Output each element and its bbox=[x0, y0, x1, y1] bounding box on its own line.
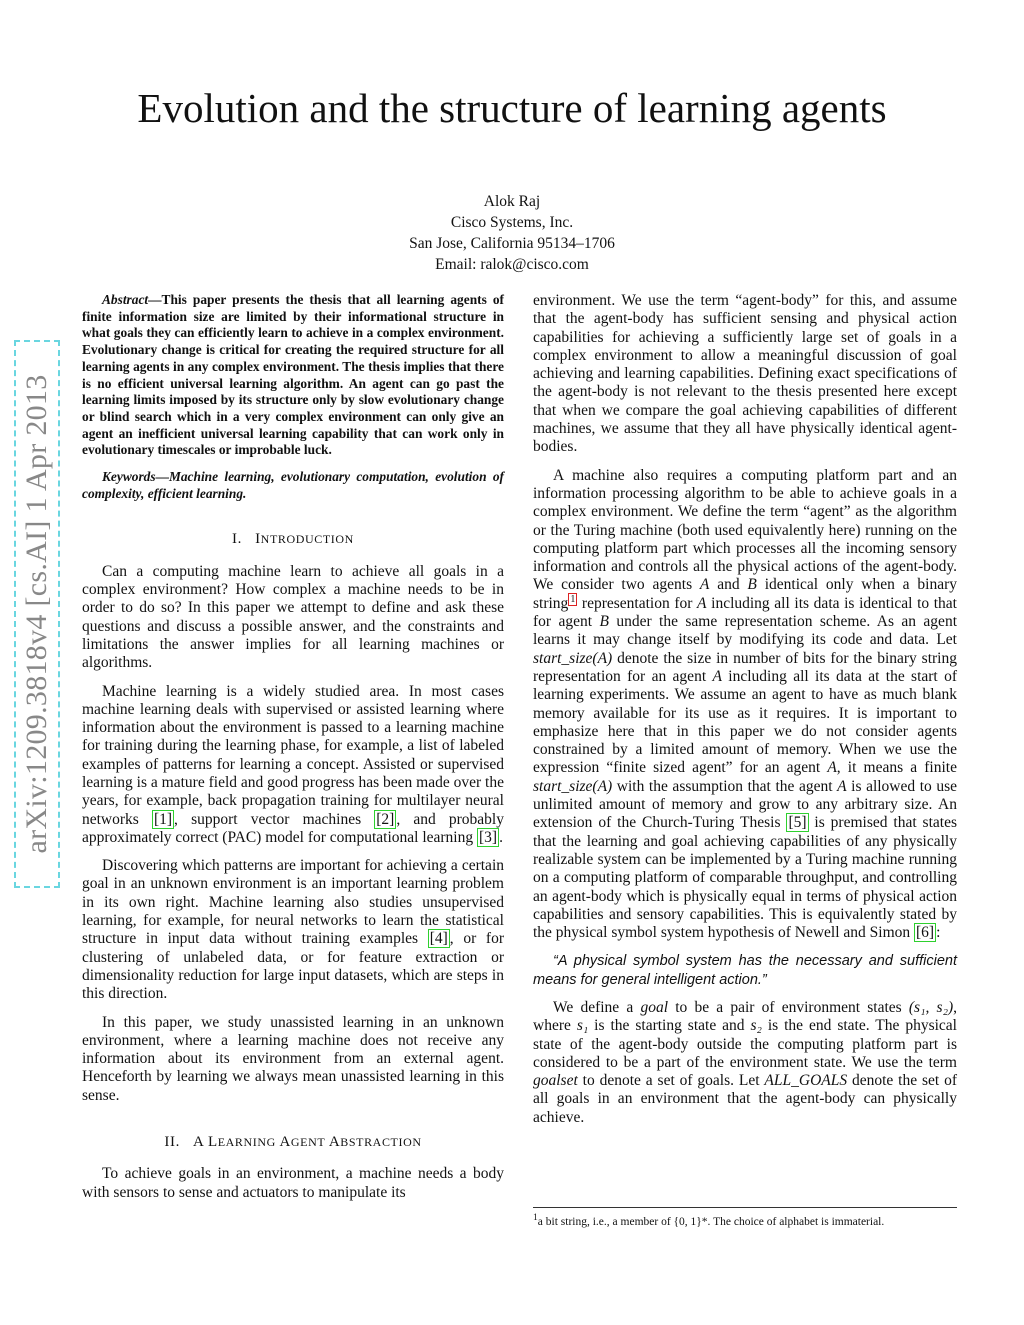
quote: “A physical symbol system has the necessary and sufficient means for general intelligent action.” bbox=[533, 953, 957, 988]
arxiv-sidebar[interactable] bbox=[14, 340, 60, 888]
abstract-label: Abstract bbox=[102, 292, 149, 307]
footnote-rule bbox=[533, 1207, 957, 1208]
footnote-text: a bit string, i.e., a member of {0, 1}*. The choice of alphabet is immaterial. bbox=[537, 1215, 885, 1228]
intro-paragraph-3: Discovering which patterns are important for achieving a certain goal in an unknown environment is an important learning problem in its own right. Machine learning also studies unsupervised learning, for example, for neural networks to learn the statistical structure in input data without training examples [4] , or for clustering of unlabeled data, or for feature extraction or dimensionality reduction for large input datasets, which are steps in this direction. bbox=[82, 857, 504, 1003]
right-paragraph-2: A machine also requires a computing platform part and an information processing algorithm to be able to achieve goals in a complex environment. We define the term “agent” as the algorithm or the Turing machine (both used equivalently here) running on the computing platform part which processes all the incoming sensory information and controls all the physical actions of the agent-body. We consider two agents A and B identical only when a binary string $^1$ representation for A including all its data is identical to that for agent B under the same representation scheme. As an agent learns it may change itself by modifying its code and data. Let start_size(A) denote the size in number of bits for the binary string representation for an agent A including all its data at the start of learning experiments. We assume an agent to have as much blank memory available for its use as it requires. It is important to emphasize here that in this paper we do not consider agents constrained by a limited amount of memory. When we use the expression “finite sized agent” for an agent A, it means a finite start_size(A) with the assumption that the agent A is allowed to use unlimited amount of memory and grow to any arbitrary size. An extension of the Church-Turing Thesis [5] is premised that states that the learning and goal achieving capabilities of any physically realizable system can be implemented by a Turing machine running on a computing platform of comparable throughput, and controlling an agent-body which is physically equal in terms of physical action capabilities and sensory capabilities. This is equivalently stated by the physical symbol system hypothesis of Newell and Simon [6] : bbox=[533, 466, 958, 942]
intro-paragraph-2: Machine learning is a widely studied area. In most cases machine learning deals with supervised or assisted learning where information about the environment is passed to a learning machine for training during the learning phase, for example, a list of labeled examples of patterns for learning a concept. Assisted or supervised learning is a mature field and good progress has been made over the years, for example, back propagation training for multilayer neural networks [1] , support vector machines [2] , and probably approximately correct (PAC) model for computational learning [3] . bbox=[82, 682, 504, 846]
citation-link[interactable]: [5] bbox=[788, 814, 807, 832]
abstract-text: —This paper presents the thesis that all learning agents of finite information size are limited by their informational structure in what goals they can efficiently learn to achieve in a complex environment. Evolutionary change is critical for creating the required structure for all learning agents in any complex environment. The thesis implies that there is no efficient universal learning algorithm. An agent can go past the learning limits imposed by its structure only by slow evolutionary change or blind search which in a very complex environment can only give an agent an inefficient universal learning capability that can work only in evolutionary timescales or improbable luck. bbox=[82, 292, 504, 458]
right-paragraph-3: We define a goal to be a pair of environment states (s₁, s₂), where s₁ is the starting state and s₂ is the end state. The physical state of the agent-body outside the computing platform part is considered to be a part of the environment state. We use the term goalset to denote a set of goals. Let ALL_GOALS denote the set of all goals in an environment that the agent-body can physically achieve. bbox=[533, 998, 957, 1126]
paper-title: Evolution and the structure of learning agents bbox=[137, 85, 887, 131]
footnote-mark: 1 bbox=[533, 1212, 538, 1223]
citation-link[interactable]: [2] bbox=[376, 810, 395, 828]
citation-link[interactable]: [6] bbox=[916, 924, 935, 942]
author-name: Alok Raj bbox=[483, 193, 541, 210]
footnote bbox=[533, 1212, 957, 1228]
footnote-link[interactable]: 1 bbox=[570, 593, 576, 605]
citation-link[interactable]: [1] bbox=[153, 810, 173, 828]
author-address: San Jose, California 95134–1706 bbox=[409, 235, 615, 252]
intro-paragraph-4: In this paper, we study unassisted learning in an unknown environment, where a learning machine does not receive any information about its environment from an external agent. Henceforth by learning we always mean unassisted learning in this sense. bbox=[82, 1013, 504, 1104]
abstract bbox=[82, 292, 504, 459]
section2-paragraph-1: To achieve goals in an environment, a machine needs a body with sensors to sense and actuators to manipulate its bbox=[82, 1165, 504, 1201]
section-heading-introduction: I. INTRODUCTION bbox=[232, 531, 354, 548]
intro-paragraph-1: Can a computing machine learn to achieve all goals in a complex environment? How complex a machine needs to be in order to do so? In this paper we attempt to define and ask these questions and discuss a possible answer, and the constraints and limitations the answer implies for all learning machines or algorithms. bbox=[82, 562, 504, 672]
keywords: Keywords—Machine learning, evolutionary computation, evolution of complexity, efficient learning. bbox=[82, 469, 504, 501]
arxiv-identifier[interactable]: arXiv:1209.3818v4 [cs.AI] 1 Apr 2013 bbox=[20, 374, 53, 854]
citation-link[interactable]: [3] bbox=[479, 828, 498, 846]
author-email: Email: ralok@cisco.com bbox=[435, 256, 589, 273]
citation-link[interactable]: [4] bbox=[429, 930, 448, 948]
right-paragraph-1: environment. We use the term “agent-body” for this, and assume that the agent-body has sufficient sensing and physical action capabilities for achieving a sufficiently large set of goals in a complex environment to allow a meaningful discussion of goal achieving and learning capabilities. Defining exact specifications of the agent-body is not relevant to the thesis presented here except that when we compare the goal achieving capabilities of different machines, we assume that they all have physically identical agent-bodies. bbox=[533, 292, 957, 456]
left-column bbox=[82, 292, 504, 1202]
author-affiliation: Cisco Systems, Inc. bbox=[450, 214, 574, 231]
right-column bbox=[533, 292, 957, 1127]
section-heading-agent-abstraction: II. A LEARNING AGENT ABSTRACTION bbox=[164, 1134, 422, 1151]
